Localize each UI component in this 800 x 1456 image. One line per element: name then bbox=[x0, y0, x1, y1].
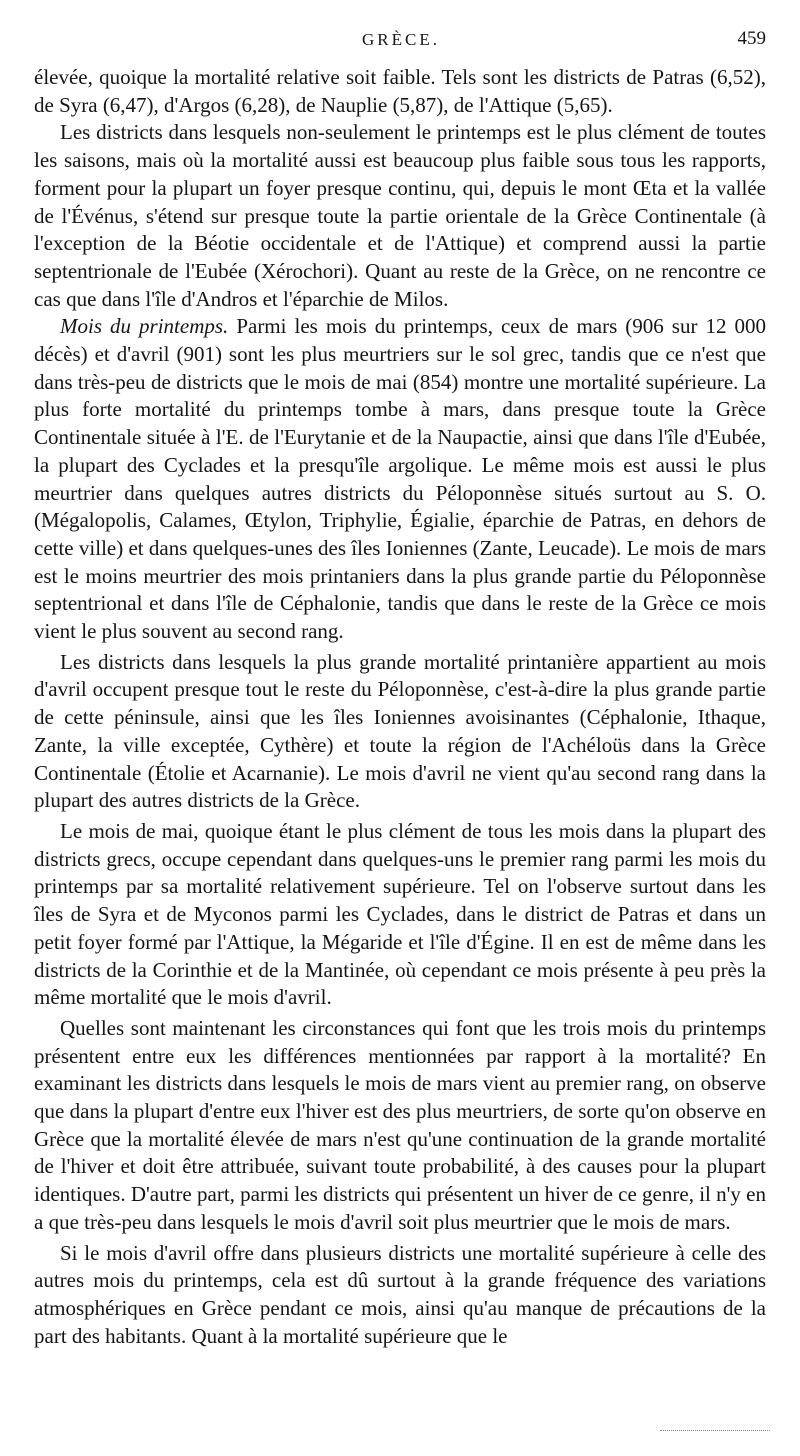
paragraph-circumstances: Quelles sont maintenant les circonstances qui font que les trois mois du printemps présentent entre eux les différences mentionnées par rapport à la mortalité? En examinant les districts dans lesquels le mois de mars vient au premier rang, on observe que dans la plupart d'entre eux l'hiver est des plus meurtriers, de sorte qu'on observe en Grèce que la mortalité élevée de mars n'est qu'une continuation de la grande mortalité de l'hiver et doit être attribuée, suivant toute probabilité, à des causes pour la plupart identiques. D'autre part, parmi les districts qui présentent un hiver de ce genre, il n'y en a que très-peu dans lesquels le mois d'avril soit plus meurtrier que le mois de mars. bbox=[34, 1015, 766, 1234]
footer-dotted-mark bbox=[660, 1430, 770, 1433]
running-head: GRÈCE. bbox=[362, 30, 440, 49]
paragraph-districts: Les districts dans lesquels non-seulement le printemps est le plus clément de toutes les saisons, mais où la mortalité aussi est beaucoup plus faible sous tous les rapports, forment pour la plupart un foyer presque continu, qui, depuis le mont Œta et la vallée de l'Événus, s'étend sur presque toute la partie orientale de la Grèce Continentale (à l'exception de la Béotie occidentale et de l'Attique) et comprend aussi la partie septentrionale de l'Eubée (Xérochori). Quant au reste de la Grèce, on ne rencontre ce cas que dans l'île d'Andros et l'éparchie de Milos. bbox=[34, 120, 766, 311]
section-lead-italic: Mois du printemps. bbox=[60, 314, 229, 339]
paragraph-april-variations: Si le mois d'avril offre dans plusieurs districts une mortalité supérieure à celle des autres mois du printemps, cela est dû surtout à la grande fréquence des variations atmosphériques en Grèce pendant ce mois, ainsi qu'au manque de précautions de la part des habitants. Quant à la mortalité supérieure que le bbox=[34, 1240, 766, 1348]
paragraph-spring-months-text: Parmi les mois du printemps, ceux de mars (906 sur 12 000 décès) et d'avril (901) sont les plus meurtriers sur le sol grec, tandis que ce n'est que dans très-peu de districts que le mois de mai (854) montre une mortalité supérieure. La plus forte mortalité du printemps tombe à mars, dans presque toute la Grèce Continentale située à l'E. de l'Eurytanie et de la Naupactie, ainsi que dans l'île d'Eubée, la plupart des Cyclades et la presqu'île argolique. Le même mois est aussi le plus meurtrier dans quelques autres districts du Péloponnèse situés surtout au S. O. (Mégalopolis, Calames, Œtylon, Triphylie, Égialie, éparchie de Patras, en dehors de cette ville) et dans quelques-unes des îles Ioniennes (Zante, Leucade). Le mois de mars est le moins meurtrier des mois printaniers dans la plus grande partie du Péloponnèse septentrional et dans l'île de Céphalonie, tandis que dans le reste de la Grèce ce mois vient le plus souvent au second rang. bbox=[34, 314, 767, 644]
paragraph-april: Les districts dans lesquels la plus grande mortalité printanière appartient au mois d'avril occupent presque tout le reste du Péloponnèse, c'est-à-dire la plus grande partie de cette péninsule, ainsi que les îles Ioniennes avoisinantes (Céphalonie, Ithaque, Zante, la ville exceptée, Cythère) et toute la région de l'Achéloüs dans la Grèce Continentale (Étolie et Acarnanie). Le mois d'avril ne vient qu'au second rang dans la plupart des autres districts de la Grèce. bbox=[34, 649, 766, 813]
page-number: 459 bbox=[737, 28, 766, 49]
paragraph-spring-months bbox=[34, 313, 766, 645]
paragraph-continued: élevée, quoique la mortalité relative soit faible. Tels sont les districts de Patras (6,52), de Syra (6,47), d'Argos (6,28), de Nauplie (5,87), de l'Attique (5,65). bbox=[34, 65, 766, 117]
paragraph-may: Le mois de mai, quoique étant le plus clément de tous les mois dans la plupart des districts grecs, occupe cependant dans quelques-uns le premier rang parmi les mois du printemps par sa mortalité relativement supérieure. Tel on l'observe surtout dans les îles de Syra et de Myconos parmi les Cyclades, dans le district de Patras et dans un petit foyer formé par l'Attique, la Mégaride et l'île d'Égine. Il en est de même dans les districts de la Corinthie et de la Mantinée, où cependant ce mois présente à peu près la même mortalité que le mois d'avril. bbox=[34, 818, 766, 1010]
page-header bbox=[36, 30, 766, 56]
body-text bbox=[34, 64, 766, 1350]
